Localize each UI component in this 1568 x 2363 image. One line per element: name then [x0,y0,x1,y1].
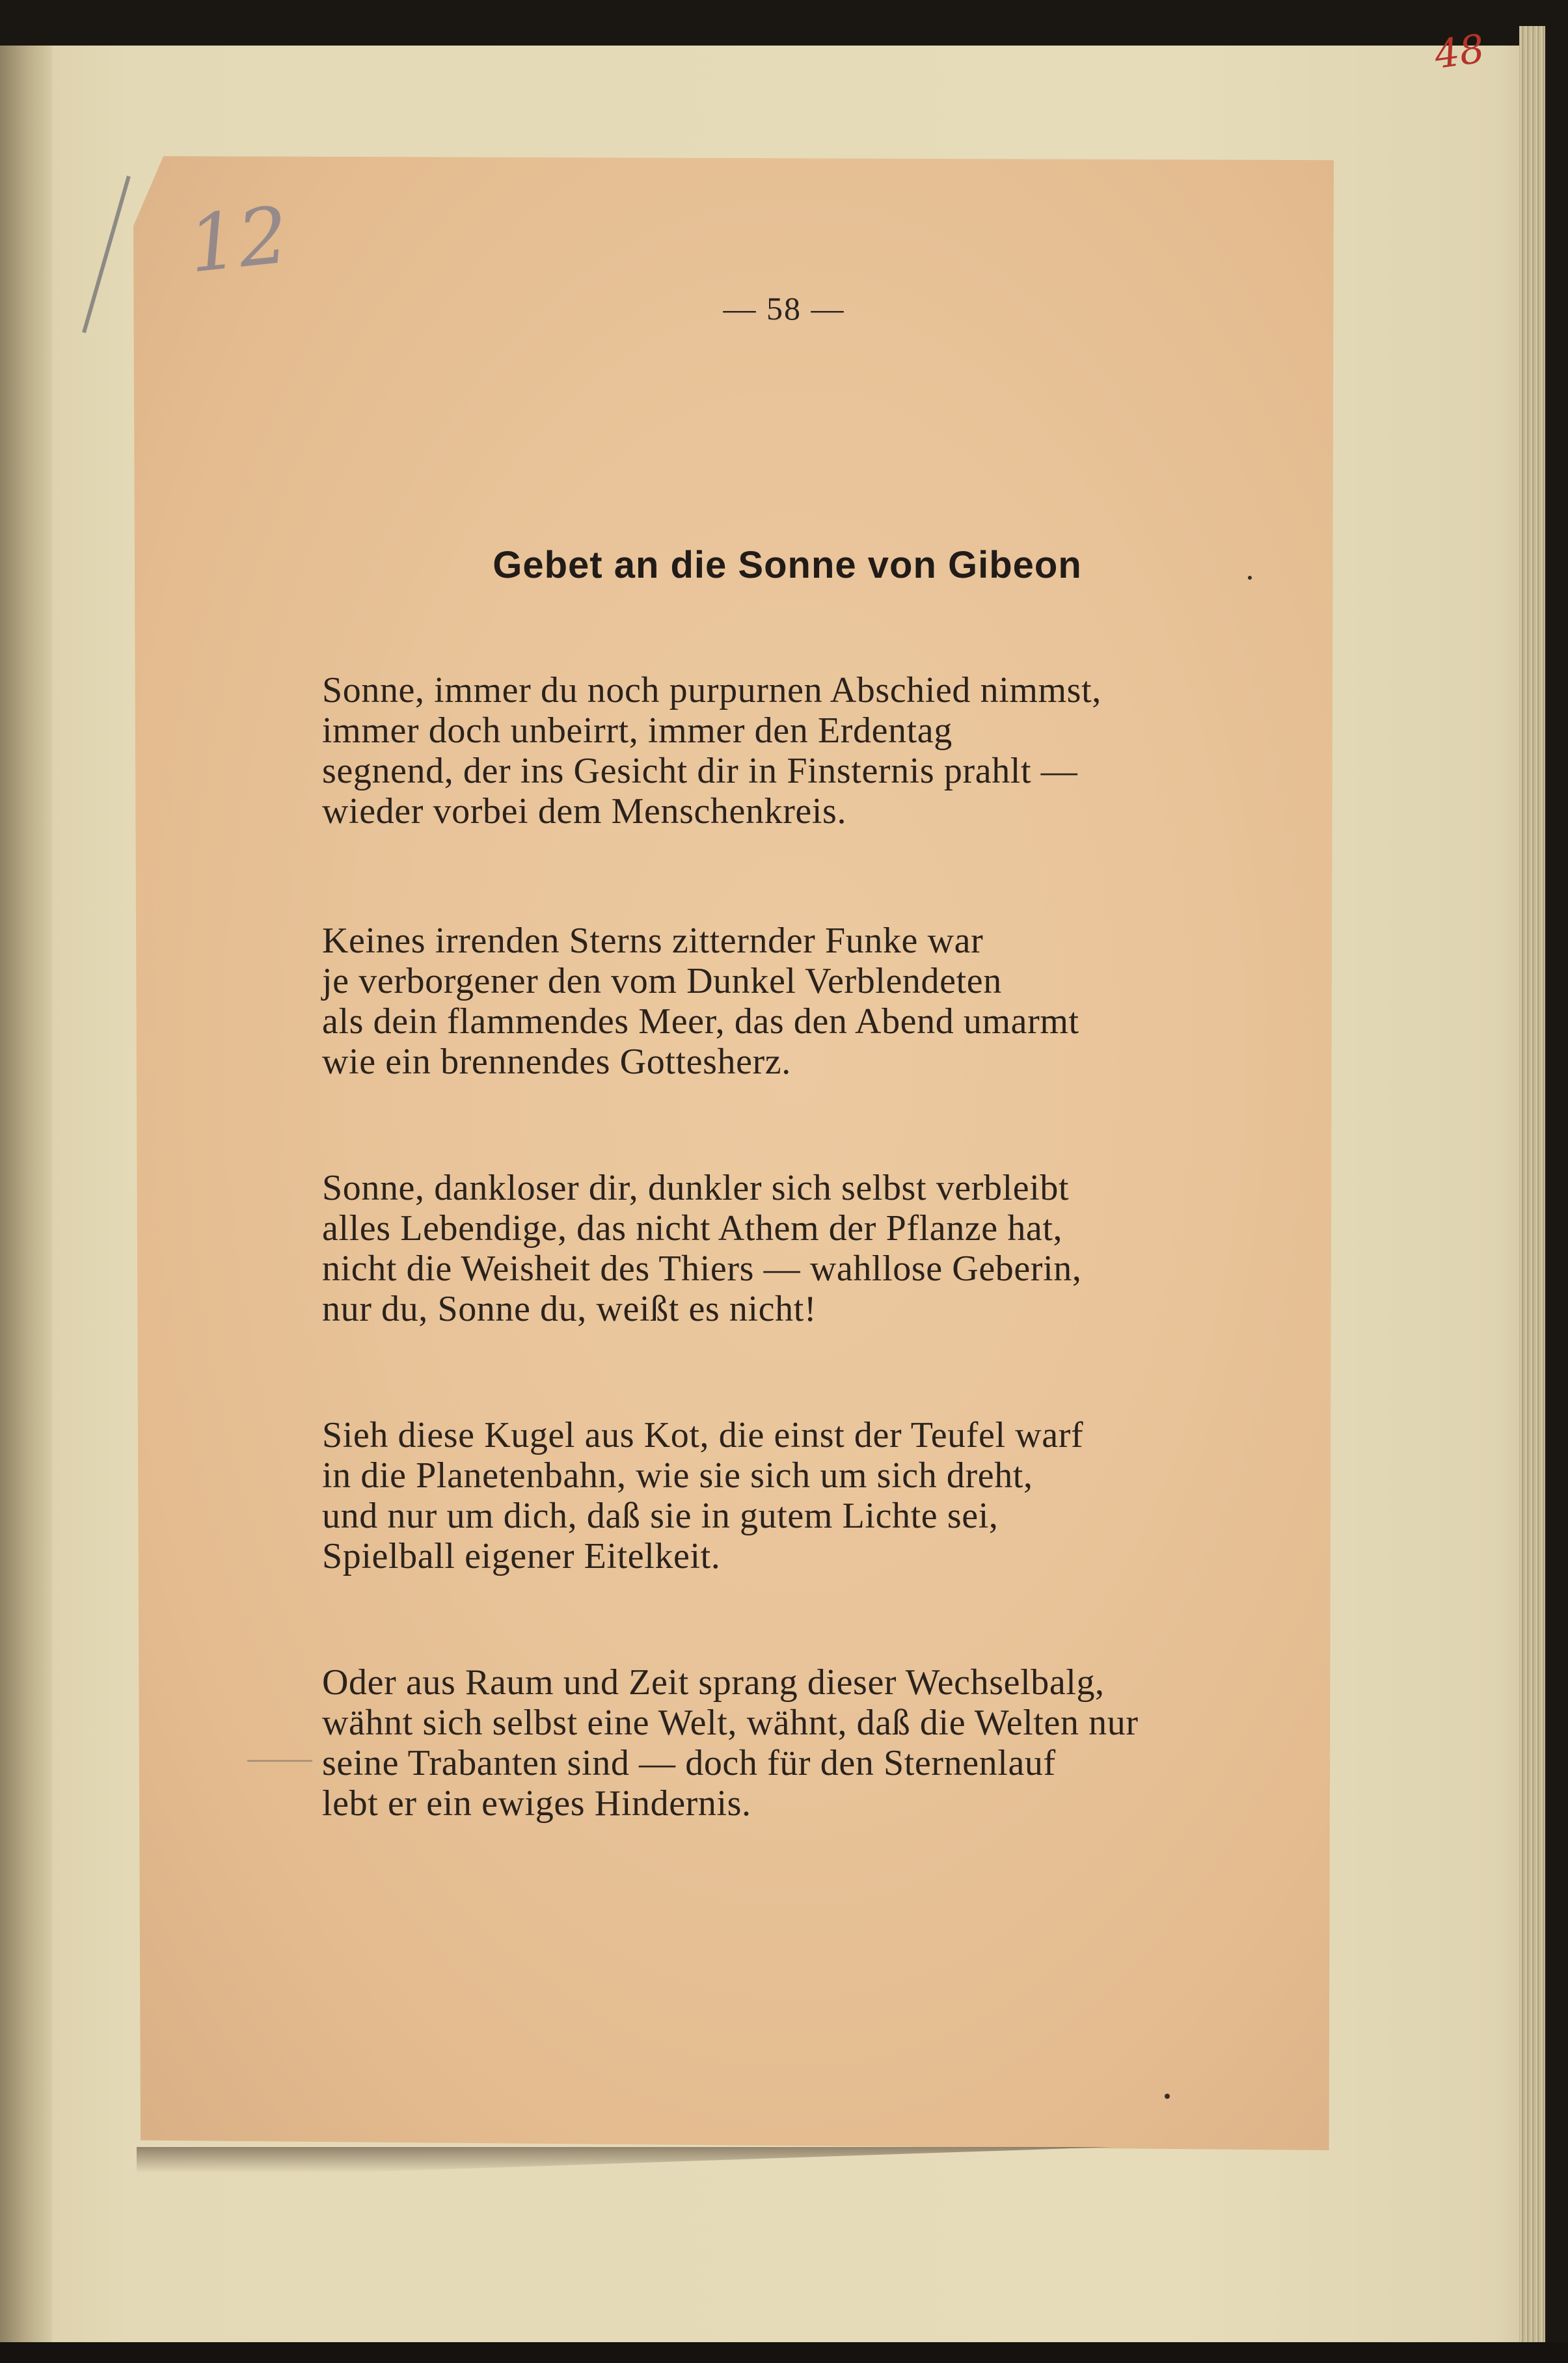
verse-line: als dein flammendes Meer, das den Abend umarmt [322,1001,1079,1042]
verse-line: Sonne, immer du noch purpurnen Abschied nimmst, [322,670,1102,710]
stanza-5 [322,1662,1285,1824]
verse-line: Spielball eigener Eitelkeit. [322,1536,721,1576]
ink-speck [1165,2094,1170,2099]
verse-line: in die Planetenbahn, wie sie sich um sich dreht, [322,1455,1033,1496]
page-number: — 58 — [723,290,845,327]
verse-line: wie ein brennendes Gottesherz. [322,1042,791,1082]
verse-line: immer doch unbeirrt, immer den Erdentag [322,710,953,751]
margin-dash [247,1760,312,1762]
verse-line: wieder vorbei dem Menschenkreis. [322,791,847,831]
verse-line: alles Lebendige, das nicht Athem der Pflanze hat, [322,1208,1063,1249]
verse-line: Oder aus Raum und Zeit sprang dieser Wechselbalg, [322,1662,1105,1703]
verse-line: und nur um dich, daß sie in gutem Lichte sei, [322,1496,999,1536]
poem-title: Gebet an die Sonne von Gibeon [493,544,1082,586]
verse-line: Keines irrenden Sterns zitternder Funke war [322,921,984,961]
stanza-2 [322,921,1285,1082]
verse-line: nicht die Weisheit des Thiers — wahllose Geberin, [322,1249,1082,1289]
album-spine [0,46,52,2345]
verse-line: je verborgener den vom Dunkel Verblendeten [322,961,1002,1001]
pencil-annotation: 12 [184,190,293,291]
ink-speck [1248,576,1252,580]
folio-number: 48 [1431,26,1487,78]
scan-border [0,2342,1568,2363]
stanza-1 [322,670,1285,831]
page-edge-stack [1519,26,1545,2355]
verse-line: segnend, der ins Gesicht dir in Finsternis prahlt — [322,751,1078,791]
verse-line: lebt er ein ewiges Hindernis. [322,1783,751,1824]
stanza-3 [322,1168,1285,1329]
verse-line: Sonne, dankloser dir, dunkler sich selbst verbleibt [322,1168,1070,1208]
verse-line: Sieh diese Kugel aus Kot, die einst der Teufel warf [322,1415,1084,1455]
verse-line: nur du, Sonne du, weißt es nicht! [322,1289,817,1329]
pasted-clipping [133,156,1334,2150]
verse-line: seine Trabanten sind — doch für den Sternenlauf [322,1743,1056,1783]
verse-line: wähnt sich selbst eine Welt, wähnt, daß die Welten nur [322,1703,1139,1743]
stanza-4 [322,1415,1285,1576]
